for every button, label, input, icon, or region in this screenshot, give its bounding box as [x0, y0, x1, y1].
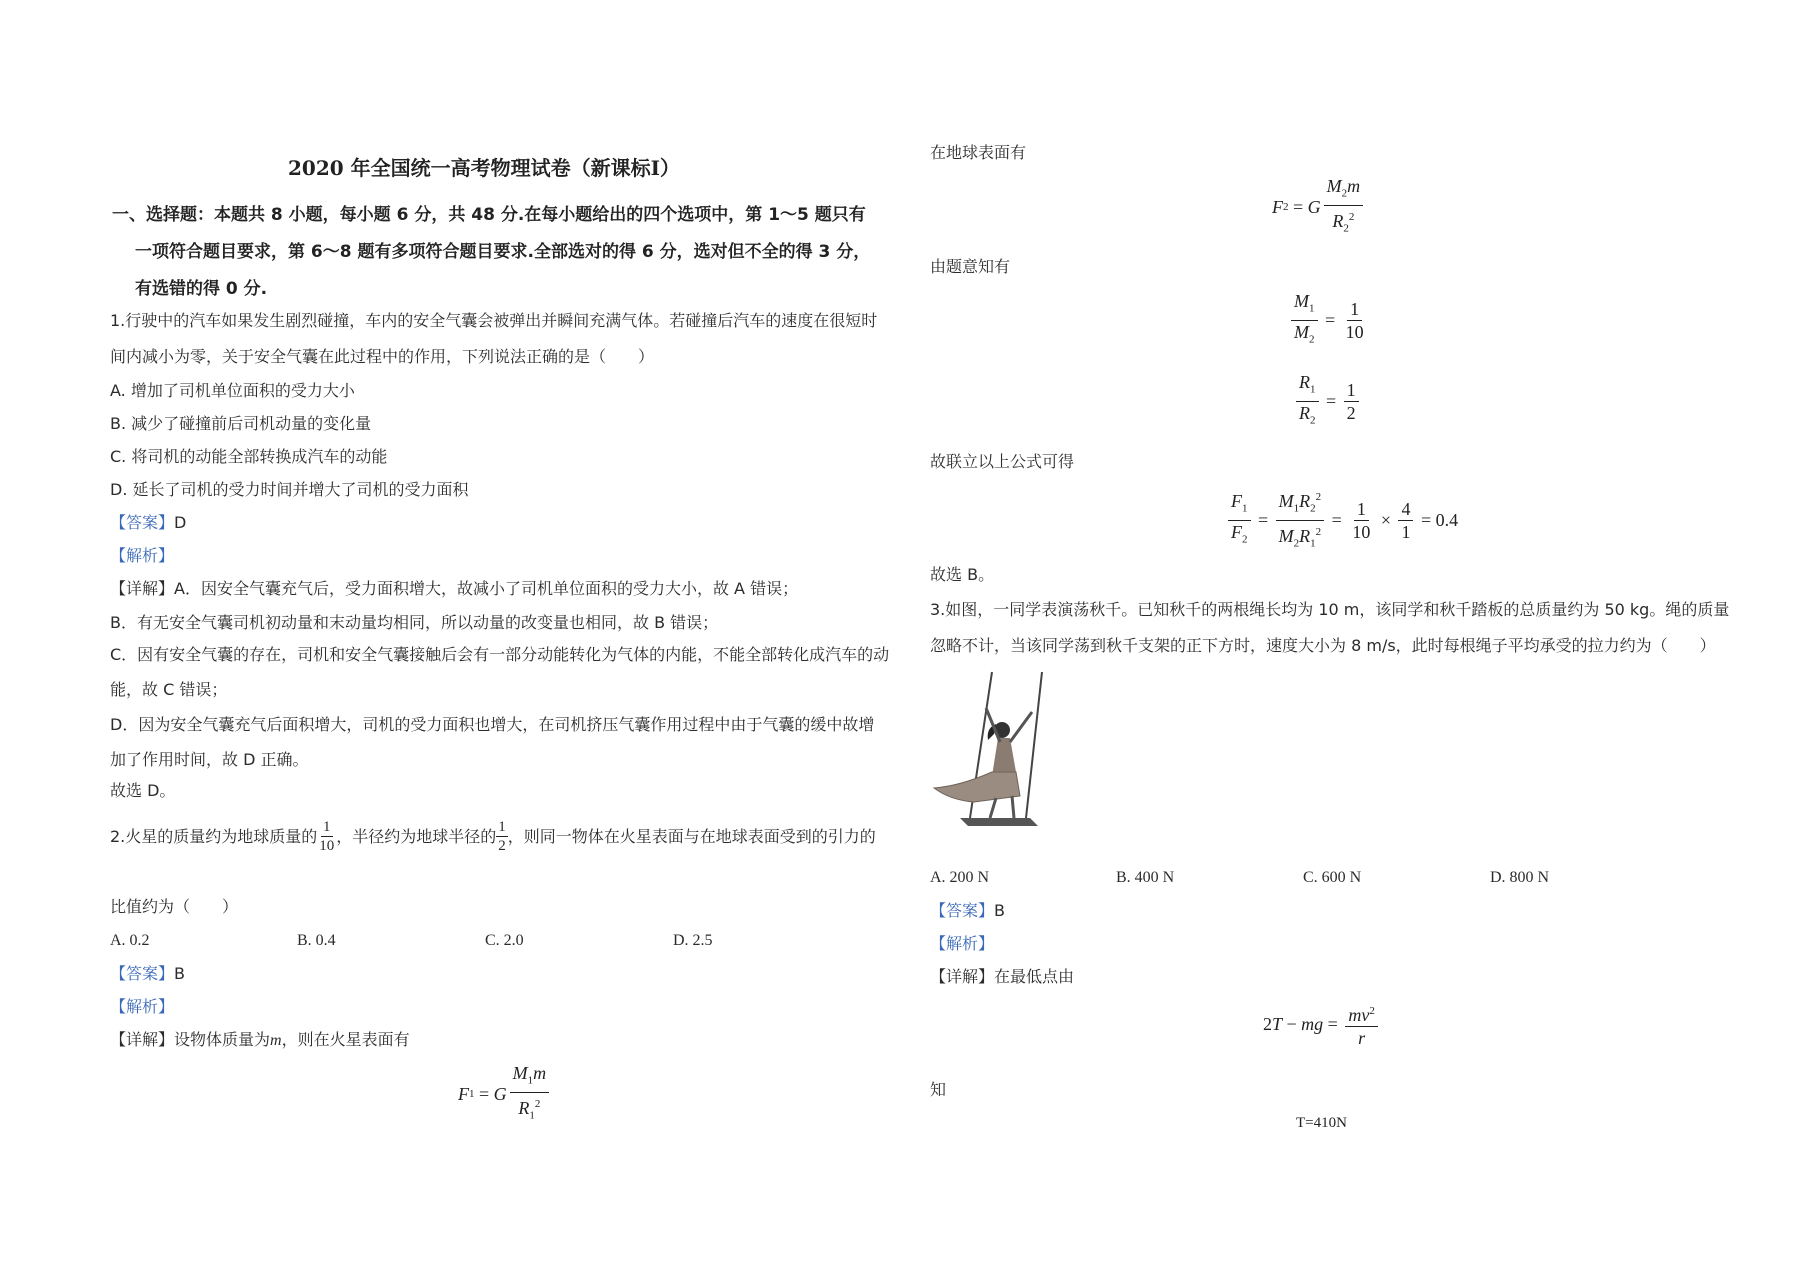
q2-frac1-den: 10 [319, 838, 335, 854]
q1-option-a: A. 增加了司机单位面积的受力大小 [110, 381, 355, 400]
q3-analysis-tag: 【解析】 [930, 934, 995, 953]
q2-result: 0.4 [1435, 509, 1459, 530]
q3-answer-tag: 【答案】 [930, 901, 995, 920]
q2-answer-value: B [174, 964, 185, 983]
q3-option-c: C. 600 N [1303, 869, 1362, 886]
q1-stem-line1: 1.行驶中的汽车如果发生剧烈碰撞，车内的安全气囊会被弹出并瞬间充满气体。若碰撞后汽车的速度在很短时 [110, 311, 878, 330]
q3-option-d: D. 800 N [1490, 869, 1550, 886]
section-header-line3: 有选错的得 0 分. [135, 279, 268, 299]
q1-analysis-tag: 【解析】 [110, 546, 175, 565]
q2-fraction-1-2 [496, 818, 508, 855]
q2-detail-line1 [110, 1030, 410, 1051]
formula-f2: F 2 = G $\frac{M_2m}{R_2^2}$ [1272, 175, 1366, 239]
q2-frac2-num: 1 [498, 819, 506, 835]
q3-stem-line1: 3.如图，一同学表演荡秋千。已知秋千的两根绳长均为 10 m，该同学和秋千踏板的总质量约为 50 kg。绳的质量 [930, 600, 1730, 619]
q2-stem-part-a: 2.火星的质量约为地球质量的 [110, 826, 318, 846]
q1-stem-line2: 间内减小为零，关于安全气囊在此过程中的作用，下列说法正确的是（ ） [110, 347, 655, 366]
q1-option-d: D. 延长了司机的受力时间并增大了司机的受力面积 [110, 480, 469, 499]
q2-earth-surface: 在地球表面有 [930, 143, 1027, 162]
section-header-line1: 一、选择题：本题共 8 小题，每小题 6 分，共 48 分.在每小题给出的四个选项中，第 1～5 题只有 [112, 205, 866, 225]
q1-option-b: B. 减少了碰撞前后司机动量的变化量 [110, 414, 372, 433]
q2-conclusion: 故选 B。 [930, 565, 995, 584]
q2-option-d: D. 2.5 [673, 932, 713, 949]
q2-combine: 故联立以上公式可得 [930, 452, 1075, 471]
q2-option-b: B. 0.4 [297, 932, 336, 949]
q1-detail-line4: 能，故 C 错误； [110, 680, 228, 699]
formula-f-ratio: $\frac{F_1}{F_2}$ = $\frac{M_1R_2^2}{M_2R_1^2}$ = $\frac{1}{10}$ × $\frac{4}{1}$ = 0.4 [1225, 486, 1458, 554]
formula-radius-ratio: $\frac{R_1}{R_2}$ = $\frac{1}{2}$ [1293, 371, 1362, 431]
q1-option-c: C. 将司机的动能全部转换成汽车的动能 [110, 447, 388, 466]
q1-detail-line2: B．有无安全气囊司机初动量和末动量均相同，所以动量的改变量也相同，故 B 错误； [110, 613, 719, 632]
q1-answer-value: D [174, 513, 187, 532]
q2-analysis-tag: 【解析】 [110, 997, 175, 1016]
q2-stem-part-c: ，则同一物体在火星表面与在地球表面受到的引力的 [507, 826, 876, 846]
q3-detail-tag: 【详解】 [930, 967, 995, 986]
q3-know: 知 [930, 1080, 947, 1099]
q3-detail-line [930, 967, 1074, 987]
q2-frac2-den: 2 [498, 838, 506, 854]
q3-stem-line2: 忽略不计，当该同学荡到秋千支架的正下方时，速度大小为 8 m/s，此时每根绳子平均承受的拉力约为（ ） [930, 636, 1716, 655]
q2-detail-tag: 【详解】 [110, 1030, 175, 1049]
q3-detail-text: 在最低点由 [994, 967, 1075, 986]
q2-answer-tag: 【答案】 [110, 964, 175, 983]
q1-answer [110, 513, 186, 533]
q2-fraction-1-10 [317, 818, 336, 855]
q3-tension-result: T=410N [1296, 1115, 1347, 1131]
q1-answer-tag: 【答案】 [110, 513, 175, 532]
q3-answer-value: B [994, 901, 1005, 920]
q2-detail-text-a: 设物体质量为 [174, 1030, 271, 1049]
formula-tension: 2 T − mg = $\frac{mv^2}{r}$ [1263, 1000, 1381, 1049]
q2-stem-line2: 比值约为（ ） [110, 897, 239, 916]
q2-answer [110, 964, 185, 984]
q1-detail-line6: 加了作用时间，故 D 正确。 [110, 750, 309, 769]
q3-option-b: B. 400 N [1116, 869, 1175, 886]
formula-mass-ratio: $\frac{M_1}{M_2}$ = $\frac{1}{10}$ [1288, 290, 1370, 350]
q3-option-a: A. 200 N [930, 869, 990, 886]
q2-detail-text-b: ，则在火星表面有 [281, 1030, 410, 1049]
section-header-line2: 一项符合题目要求，第 6～8 题有多项符合题目要求.全部选对的得 6 分，选对但不全的得 3 分， [135, 242, 871, 262]
q1-detail-line3: C．因有安全气囊的存在，司机和安全气囊接触后会有一部分动能转化为气体的内能，不能全部转化成汽车的动 [110, 645, 890, 664]
q3-answer [930, 901, 1005, 921]
q1-detail-tag: 【详解】 [110, 579, 175, 598]
q2-detail-m: m [270, 1032, 282, 1049]
q1-detail-line5: D．因为安全气囊充气后面积增大，司机的受力面积也增大，在司机挤压气囊作用过程中由于气囊的缓中故增 [110, 715, 875, 734]
q2-stem-line1 [110, 818, 876, 855]
page-title: 2020 年全国统一高考物理试卷（新课标I） [288, 156, 680, 180]
q1-detail-text1: A．因安全气囊充气后，受力面积增大，故减小了司机单位面积的受力大小，故 A 错误； [174, 579, 799, 598]
formula-f1: F 1 = G $\frac{M_1m}{R_1^2}$ [458, 1062, 552, 1126]
q1-conclusion: 故选 D。 [110, 781, 176, 800]
swing-illustration [930, 668, 1060, 836]
q2-from-question: 由题意知有 [930, 257, 1011, 276]
q2-frac1-num: 1 [323, 819, 331, 835]
q2-stem-part-b: ，半径约为地球半径的 [336, 826, 497, 846]
q2-option-a: A. 0.2 [110, 932, 150, 949]
q1-detail-line1 [110, 579, 798, 599]
q2-option-c: C. 2.0 [485, 932, 524, 949]
